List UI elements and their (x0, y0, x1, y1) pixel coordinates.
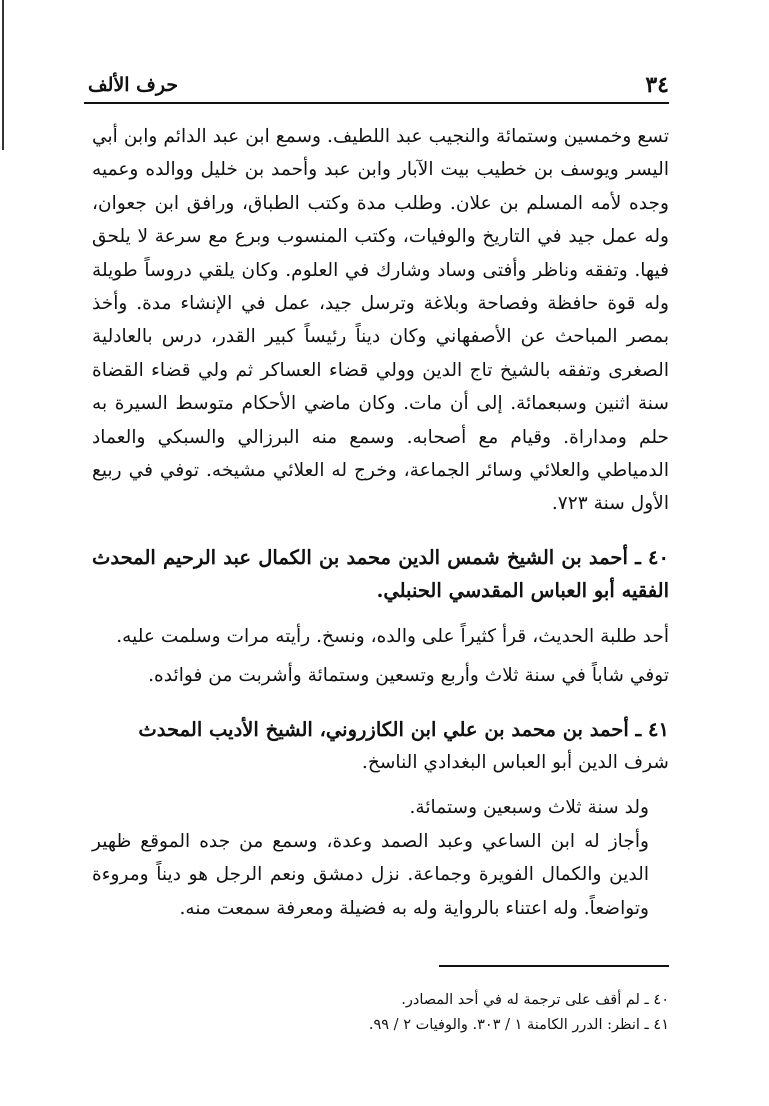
entry-40-paragraph-1: أحد طلبة الحديث، قرأ كثيراً على والده، ونسخ. رأيته مرات وسلمت عليه. (116, 625, 669, 647)
paragraph-continued: تسع وخمسين وستمائة والنجيب عبد اللطيف. وسمع ابن عبد الدائم وابن أبي اليسر ويوسف بن خطيب بيت الآبار وابن عبد وأحمد بن خليل ووالده وعميه وجده لأمه المسلم بن علان. وطلب مدة وكتب الطباق، ورافق ابن جعوان، وله عمل جيد في التاريخ والوفيات، وكتب المنسوب وبرع مع سرعة لا يلحق فيها. وتفقه وناظر وأفتى وساد وشارك في العلوم. وكان يلقي دروساً طويلة وله قوة حافظة وفصاحة وبلاغة وترسل جيد، عمل في الإنشاء مدة. وأخذ بمصر المباحث عن الأصفهاني وكان ديناً رئيساً كبير القدر، درس بالعادلية الصغرى وتفقه بالشيخ تاج الدين وولي قضاء العساكر ثم ولي قضاء القضاة سنة اثنين وسبعمائة. إلى أن مات. وكان ماضي الأحكام متوسط السيرة به حلم ومداراة. وقيام مع أصحابه. وسمع منه البرزالي والسبكي والعماد الدمياطي والعلائي وسائر الجماعة، وخرج له العلائي مشيخه. توفي في ربيع الأول سنة ٧٢٣. (92, 126, 669, 515)
footnote-rule (439, 965, 669, 967)
entry-41-paragraph-2: وأجاز له ابن الساعي وعبد الصمد وعدة، وسمع من جده الموقع ظهير الدين والكمال الفويرة وجماعة. نزل دمشق ونعم الرجل هو ديناً ومروءة وتواضعاً. وله اعتناء بالرواية وله به فضيلة ومعرفة سمعت منه. (92, 830, 649, 919)
scan-edge-line (2, 0, 4, 150)
entry-41-title-continued: شرف الدين أبو العباس البغدادي الناسخ. (361, 751, 669, 773)
body-text (92, 120, 669, 925)
entry-41-title: ٤١ ـ أحمد بن محمد بن علي ابن الكازروني، الشيخ الأديب المحدث (138, 717, 669, 741)
header-rule (84, 102, 669, 104)
page-header (88, 70, 669, 100)
page-number: ٣٤ (645, 72, 669, 98)
footnote-41: ٤١ ـ انظر: الدرر الكامنة ١ / ٣٠٣. والوفيات ٢ / ٩٩. (368, 1017, 669, 1033)
running-head: حرف الألف (88, 74, 179, 96)
entry-40-title: ٤٠ ـ أحمد بن الشيخ شمس الدين محمد بن الكمال عبد الرحيم المحدث الفقيه أبو العباس المقدسي الحنبلي. (92, 545, 669, 603)
footnotes (92, 988, 669, 1038)
entry-41-paragraph-1: ولد سنة ثلاث وسبعين وستمائة. (409, 797, 649, 819)
footnote-40: ٤٠ ـ لم أقف على ترجمة له في أحد المصادر. (401, 992, 669, 1008)
entry-40-paragraph-2: توفي شاباً في سنة ثلاث وأربع وتسعين وستمائة وأشربت من فوائده. (148, 665, 669, 687)
